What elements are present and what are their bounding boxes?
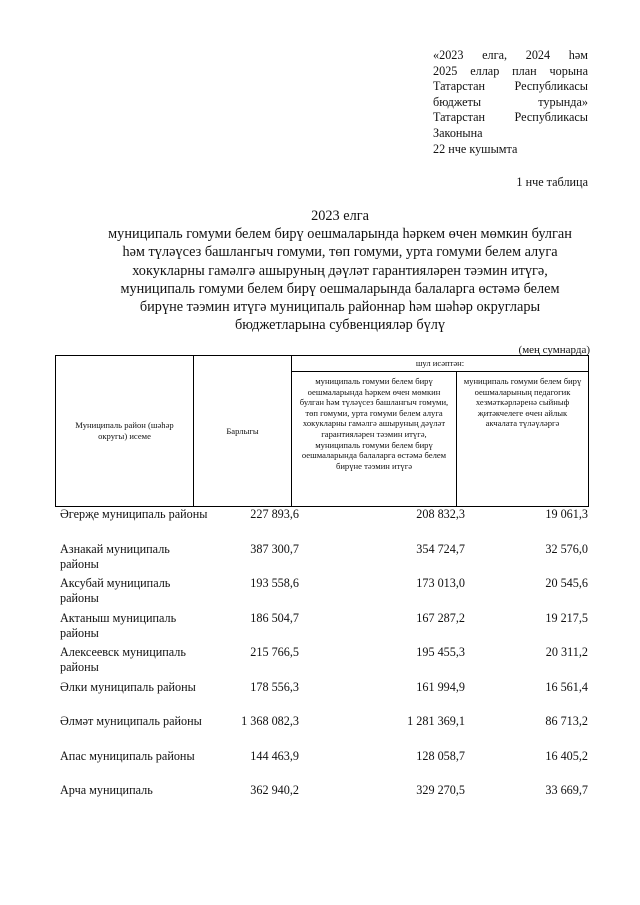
title-line: бюджетларына субвенцияләр бүлү xyxy=(234,317,446,334)
row-col-a: 354 724,7 xyxy=(416,541,465,556)
row-col-b: 19 061,3 xyxy=(545,507,588,521)
law-reference-line: 22 нче кушымта xyxy=(433,141,518,156)
column-header-including: шул исәптән: xyxy=(292,356,589,372)
table-row xyxy=(60,542,600,577)
row-col-b: 33 669,7 xyxy=(545,783,588,797)
row-total: 178 556,3 xyxy=(250,679,299,694)
row-col-a: 173 013,0 xyxy=(416,576,465,590)
title-line: муниципаль гомуми белем бирү оешмаларында һәркем өчен мөмкин булган xyxy=(108,226,572,243)
row-municipality: Әлмәт муниципаль районы xyxy=(60,714,202,728)
row-col-b: 19 217,5 xyxy=(545,610,588,625)
table-number: 1 нче таблица xyxy=(516,175,588,189)
law-reference-line: бюджеты турында» xyxy=(433,94,588,109)
law-reference-line: «2023 елга, 2024 һәм xyxy=(433,48,588,62)
row-municipality: Азнакай муниципаль районы xyxy=(60,541,170,571)
column-header-col-a-text: муниципаль гомуми белем бирү оешмаларында һәркем өчен мөмкин булган һәм түләүсез башлангыч гомуми, төп гомуми, урта гомуми белем алуга хокукларны гамәлгә ашыруның дәүләт гарантияләрен тәэмин итүгә, муниципаль гомуми белем бирү оешмаларында балаларга өстәмә белем бирүне тәэмин итүгә xyxy=(299,376,449,471)
column-header-total: Барлыгы xyxy=(194,356,292,507)
row-col-a: 1 281 369,1 xyxy=(407,714,465,728)
row-municipality: Актаныш муниципаль районы xyxy=(60,610,177,640)
title-line: хокукларны гамәлгә ашыруның дәүләт гарантияләрен тәэмин итүгә, xyxy=(132,262,548,279)
row-col-b: 16 561,4 xyxy=(545,679,588,694)
law-reference-line: Законына xyxy=(433,125,483,140)
table-body xyxy=(60,507,600,818)
row-municipality: Алексеевск муниципаль районы xyxy=(60,645,186,675)
row-total: 215 766,5 xyxy=(250,645,299,659)
column-header-name xyxy=(56,356,194,507)
row-col-a: 128 058,7 xyxy=(416,748,465,763)
row-col-b: 32 576,0 xyxy=(545,541,588,556)
title-line: муниципаль гомуми белем бирү оешмаларында балаларга өстәмә белем xyxy=(120,280,560,297)
table-row xyxy=(60,749,600,784)
document-title xyxy=(60,207,620,334)
row-col-a: 208 832,3 xyxy=(416,507,465,521)
row-total: 1 368 082,3 xyxy=(241,714,299,728)
row-municipality: Арча муниципаль xyxy=(60,783,153,797)
row-total: 387 300,7 xyxy=(250,541,299,556)
row-col-b: 20 545,6 xyxy=(545,576,588,590)
law-reference-line: Татарстан Республикасы xyxy=(433,110,588,125)
column-header-col-b-text: муниципаль гомуми белем бирү оешмаларының педагогик хезмәткәрләренә сыйныф җитәкчелеге өчен айлык акчалата түләүләргә xyxy=(463,376,582,429)
row-col-b: 86 713,2 xyxy=(545,714,588,728)
row-col-a: 195 455,3 xyxy=(416,645,465,659)
row-col-a: 167 287,2 xyxy=(416,610,465,625)
column-header-col-b xyxy=(457,372,589,507)
row-municipality: Әлки муниципаль районы xyxy=(60,679,196,694)
row-col-a: 161 994,9 xyxy=(416,679,465,694)
row-municipality: Апас муниципаль районы xyxy=(60,748,195,763)
table-row xyxy=(60,645,600,680)
title-line: бирүне тәэмин итүгә муниципаль районнар һәм шәһәр округлары xyxy=(139,299,541,316)
table-header xyxy=(55,355,589,507)
table-row xyxy=(60,576,600,611)
table-row xyxy=(60,611,600,646)
column-header-col-a xyxy=(292,372,457,507)
row-col-b: 16 405,2 xyxy=(545,748,588,763)
law-reference-line: 2025 еллар план чорына xyxy=(433,63,588,78)
row-total: 362 940,2 xyxy=(250,783,299,797)
table-row xyxy=(60,680,600,715)
row-total: 193 558,6 xyxy=(250,576,299,590)
row-col-b: 20 311,2 xyxy=(545,645,588,659)
law-reference-line: Татарстан Республикасы xyxy=(433,79,588,94)
row-total: 144 463,9 xyxy=(250,748,299,763)
row-municipality: Аксубай муниципаль районы xyxy=(60,576,171,606)
title-line: һәм түләүсез башлангыч гомуми, төп гомуми, урта гомуми белем алуга xyxy=(122,244,558,261)
units-note: (мең сумнарда) xyxy=(518,344,590,356)
law-reference xyxy=(433,48,588,157)
table-row xyxy=(60,507,600,542)
table-row xyxy=(60,714,600,749)
column-header-name-text: Муниципаль район (шәһәр округы) исеме xyxy=(75,420,174,441)
row-col-a: 329 270,5 xyxy=(416,783,465,797)
table-row xyxy=(60,783,600,818)
row-total: 186 504,7 xyxy=(250,610,299,625)
row-municipality: Әгерҗе муниципаль районы xyxy=(60,507,208,521)
row-total: 227 893,6 xyxy=(250,507,299,521)
title-year: 2023 елга xyxy=(311,208,369,224)
